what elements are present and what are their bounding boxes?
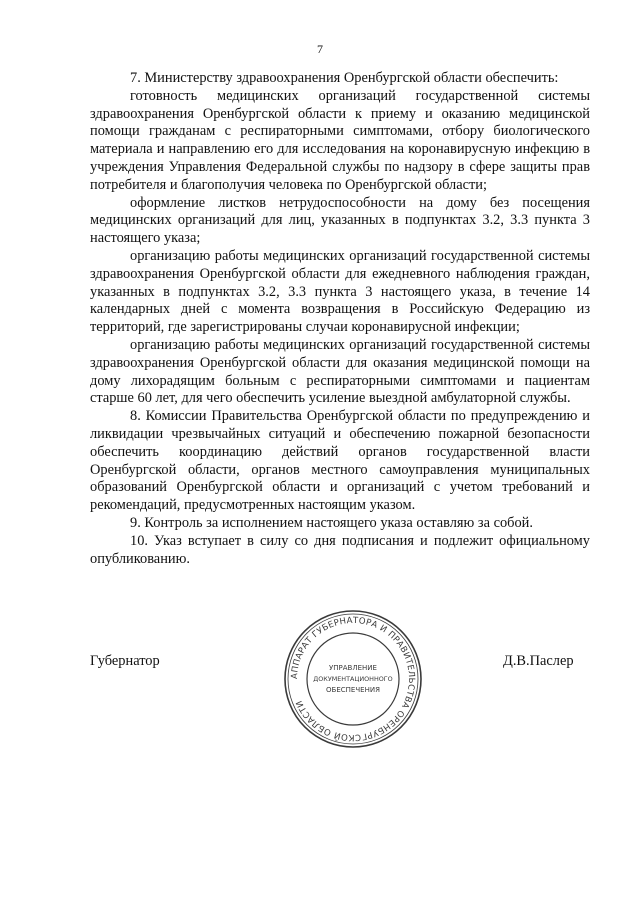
official-stamp — [282, 608, 424, 750]
signature-title: Губернатор — [90, 653, 160, 669]
stamp-seal-icon — [282, 608, 424, 750]
signature-name: Д.В.Паслер — [503, 653, 574, 669]
page-number: 7 — [317, 42, 323, 56]
paragraph-7-sick-leave: оформление листков нетрудоспособности на дому без посещения медицинских организаций для лиц, указанных в подпунктах 3.2, 3.3 пункта 3 настоящего указа; — [90, 194, 590, 247]
paragraph-7-home-care: организацию работы медицинских организаций государственной системы здравоохранения Оренбургской области для оказания медицинской помощи на дому лихорадящим больным с респираторными симптомами и пациентам старше 60 лет, для чего обеспечить усиление выездной амбулаторной службы. — [90, 336, 590, 407]
paragraph-7: 7. Министерству здравоохранения Оренбургской области обеспечить: — [130, 70, 559, 86]
stamp-center-line-1: УПРАВЛЕНИЕ — [329, 664, 377, 672]
stamp-ring-text: АППАРАТ ГУБЕРНАТОРА И ПРАВИТЕЛЬСТВА ОРЕНБУРГСКОЙ ОБЛАСТИ — [289, 615, 417, 743]
paragraph-9: 9. Контроль за исполнением настоящего указа оставляю за собой. — [130, 514, 533, 531]
paragraph-8: 8. Комиссии Правительства Оренбургской области по предупреждению и ликвидации чрезвычайных ситуаций и обеспечению пожарной безопасности обеспечить координацию действий органов государственной власти Оренбургской области, органов местного самоуправления муниципальных образований Оренбургской области и организаций с учетом требований и рекомендаций, предусмотренных настоящим указом. — [90, 408, 590, 514]
decree-body — [90, 70, 590, 568]
paragraph-7-observation: организацию работы медицинских организаций государственной системы здравоохранения Оренбургской области для ежедневного наблюдения граждан, указанных в подпунктах 3.2, 3.3 пункта 3 настоящего указа, в течение 14 календарных дней с момента возвращения в Российскую Федерацию из территорий, где зарегистрированы случаи коронавирусной инфекции; — [90, 247, 590, 336]
paragraph-10: 10. Указ вступает в силу со дня подписания и подлежит официальному опубликованию. — [90, 532, 590, 567]
stamp-center-line-3: ОБЕСПЕЧЕНИЯ — [326, 686, 380, 694]
stamp-center-line-2: ДОКУМЕНТАЦИОННОГО — [313, 675, 393, 683]
paragraph-7-readiness: готовность медицинских организаций государственной системы здравоохранения Оренбургской области к приему и оказанию медицинской помощи гражданам с респираторными симптомами, отбору биологического материала и направлению его для исследования на коронавирусную инфекцию в учреждения Управления Федеральной службы по надзору в сфере защиты прав потребителя и благополучия человека по Оренбургской области; — [90, 87, 590, 193]
